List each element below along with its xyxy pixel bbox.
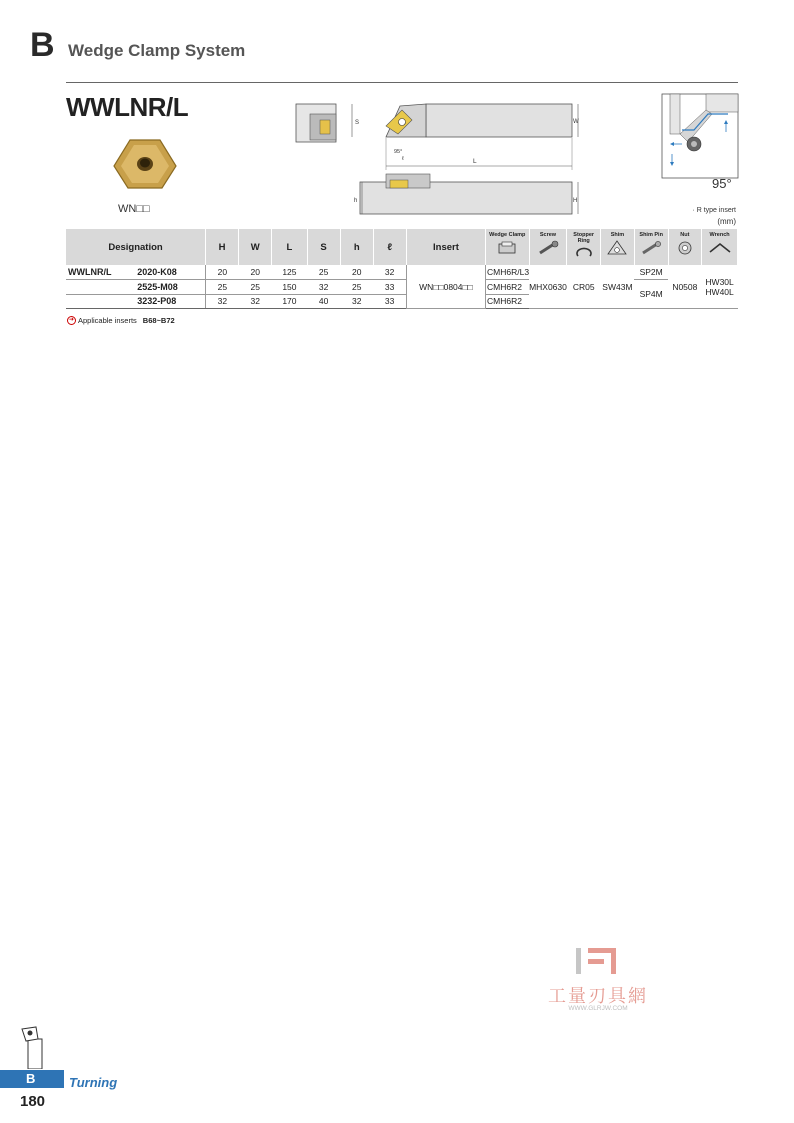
rtype-note: · R type insert	[692, 207, 736, 214]
shim-label: Shim	[610, 232, 625, 238]
wedge-clamp-icon	[496, 240, 518, 256]
section-tab-label: Turning	[69, 1075, 118, 1090]
cell-nut: N0508	[668, 265, 702, 309]
row-code: 2525-M08	[133, 280, 205, 295]
shim-icon	[606, 240, 628, 256]
col-h: h	[340, 229, 373, 265]
dim-l-small-label: ℓ	[402, 156, 404, 162]
stopper-ring-icon	[573, 246, 595, 262]
dim-h-label: h	[354, 198, 358, 204]
dim-L-label: L	[473, 158, 477, 165]
cell-L: 170	[272, 294, 307, 309]
row-code: 2020-K08	[133, 265, 205, 280]
cell-W: 25	[239, 280, 272, 295]
watermark	[528, 944, 668, 1020]
cell-L: 125	[272, 265, 307, 280]
col-l: ℓ	[373, 229, 406, 265]
cell-H: 20	[206, 265, 239, 280]
insert-image	[112, 136, 178, 192]
col-nut	[668, 229, 702, 265]
cell-H: 25	[206, 280, 239, 295]
col-stopper-ring	[567, 229, 601, 265]
table-row	[66, 280, 738, 295]
dim-H-label: H	[573, 198, 578, 204]
holder-drawing	[290, 92, 595, 222]
cell-S: 40	[307, 294, 340, 309]
section-letter: B	[30, 26, 55, 64]
cell-l: 33	[373, 294, 406, 309]
top-view	[352, 104, 579, 170]
col-insert: Insert	[406, 229, 485, 265]
shim-pin-icon	[639, 240, 663, 256]
arrow-right-icon: ➜	[68, 317, 75, 323]
cell-W: 32	[239, 294, 272, 309]
applicable-inserts-note	[67, 316, 175, 325]
header-divider	[66, 82, 738, 83]
col-designation: Designation	[66, 229, 206, 265]
col-wrench	[702, 229, 738, 265]
wrench-label: Wrench	[709, 232, 730, 238]
shim-pin-label: Shim Pin	[639, 232, 663, 238]
col-L: L	[272, 229, 307, 265]
cell-l: 33	[373, 280, 406, 295]
watermark-url: WWW.GLRJW.COM	[568, 1005, 628, 1012]
approach-angle-label: 95°	[712, 176, 732, 191]
dim-s-label: S	[355, 120, 360, 126]
stopper-ring-label: Stopper Ring	[573, 232, 595, 244]
end-view-top	[296, 104, 336, 142]
watermark-logo	[528, 944, 668, 980]
product-title: WWLNR/L	[66, 92, 189, 122]
angle-label-small: 95°	[394, 149, 403, 155]
applicable-inserts-text: Applicable inserts	[78, 316, 137, 325]
wrench-icon	[707, 240, 733, 256]
wrench-value-1: HW30L	[705, 276, 734, 287]
cell-wedge: CMH6R2	[486, 280, 530, 295]
row-code: 3232-P08	[133, 294, 205, 309]
cell-shim: SW43M	[600, 265, 634, 309]
wedge-clamp-label: Wedge Clamp	[489, 232, 526, 238]
cell-screw: MHX0630	[529, 265, 567, 309]
dim-w-label: W	[573, 119, 579, 125]
cell-S: 32	[307, 280, 340, 295]
section-tab-letter: B	[26, 1071, 36, 1086]
cell-h: 20	[340, 265, 373, 280]
section-title: Wedge Clamp System	[68, 41, 246, 60]
table-header-row	[66, 229, 738, 265]
nut-icon	[675, 240, 695, 256]
nut-label: Nut	[680, 232, 690, 238]
col-W: W	[239, 229, 272, 265]
cell-shim-pin: SP4M	[634, 280, 668, 309]
col-H: H	[206, 229, 239, 265]
cell-insert: WN□□0804□□	[406, 265, 485, 309]
cell-shim-pin: SP2M	[634, 265, 668, 280]
cell-W: 20	[239, 265, 272, 280]
col-wedge-clamp	[486, 229, 530, 265]
watermark-text: 工量刃具網	[548, 986, 648, 1007]
cell-H: 32	[206, 294, 239, 309]
wrench-value-2: HW40L	[705, 286, 734, 297]
cell-wedge: CMH6R2	[486, 294, 530, 309]
table-row	[66, 265, 738, 280]
cell-S: 25	[307, 265, 340, 280]
turning-tool-icon	[18, 1025, 48, 1069]
cell-h: 32	[340, 294, 373, 309]
cell-L: 150	[272, 280, 307, 295]
insert-code: WN□□	[118, 203, 150, 215]
col-shim-pin	[634, 229, 668, 265]
series-name: WWLNR/L	[66, 265, 133, 280]
cell-l: 32	[373, 265, 406, 280]
screw-label: Screw	[539, 232, 557, 238]
applicable-inserts-ref: B68~B72	[142, 316, 175, 325]
col-shim	[600, 229, 634, 265]
screw-icon	[536, 240, 560, 256]
unit-note: (mm)	[717, 217, 736, 226]
cell-h: 25	[340, 280, 373, 295]
col-S: S	[307, 229, 340, 265]
side-view	[354, 174, 578, 214]
cell-wrench	[702, 265, 738, 309]
cell-wedge: CMH6R/L3	[486, 265, 530, 280]
col-screw	[529, 229, 567, 265]
cell-stopper-ring: CR05	[567, 265, 601, 309]
page-number: 180	[20, 1093, 46, 1110]
spec-table	[66, 229, 738, 309]
